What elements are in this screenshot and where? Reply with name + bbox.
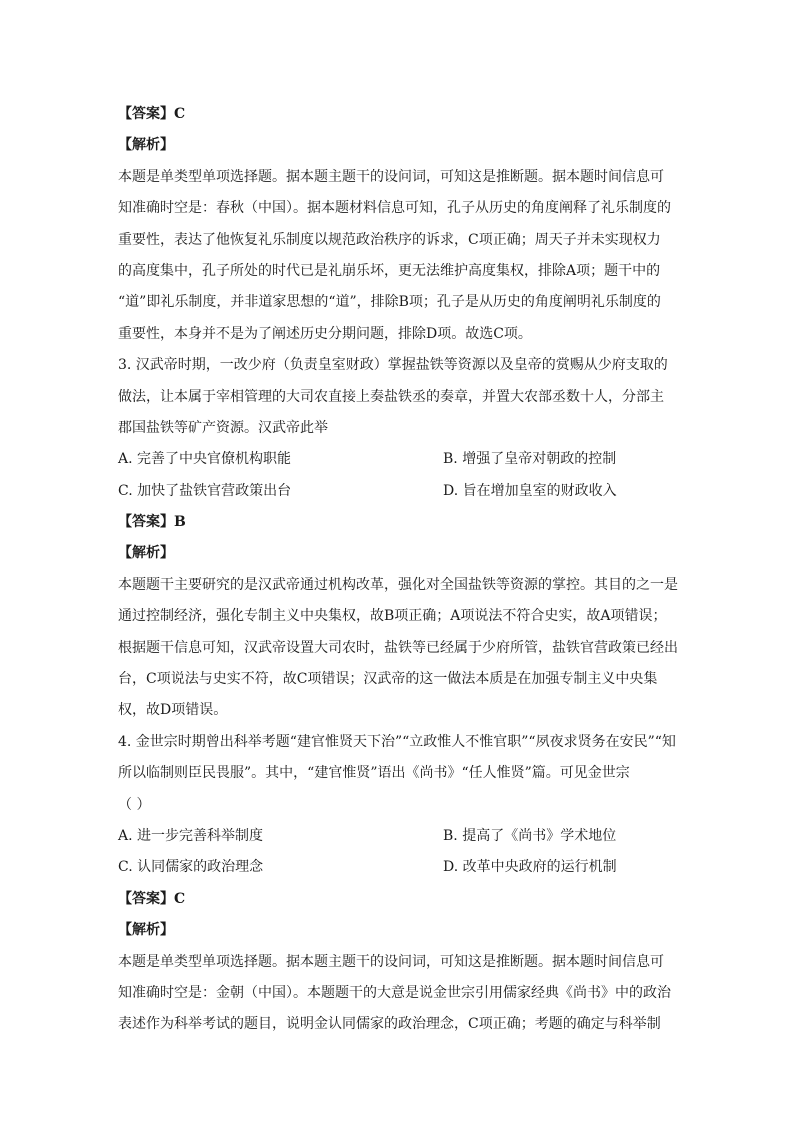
document-content bbox=[118, 99, 678, 1041]
analysis-text-line: 本题题干主要研究的是汉武帝通过机构改革，强化对全国盐铁等资源的掌控。其目的之一是 bbox=[118, 576, 678, 593]
option-c: C. 认同儒家的政治理念 bbox=[118, 859, 264, 876]
answer-label: 【答案】B bbox=[118, 514, 186, 531]
analysis-text-line: 根据题干信息可知，汉武帝设置大司农时，盐铁等已经属于少府所管，盐铁官营政策已经出 bbox=[118, 639, 678, 656]
answer-label: 【答案】C bbox=[118, 106, 186, 122]
analysis-text-line: 表述作为科举考试的题目，说明金认同儒家的政治理念，C项正确；考题的确定与科举制 bbox=[118, 1016, 661, 1033]
analysis-text-line: 本题是单类型单项选择题。据本题主题干的设问词，可知这是推断题。据本题时间信息可 bbox=[118, 168, 664, 185]
analysis-label: 【解析】 bbox=[118, 545, 174, 562]
analysis-text-line: 权，故D项错误。 bbox=[118, 702, 228, 719]
option-d: D. 改革中央政府的运行机制 bbox=[443, 859, 617, 876]
question-3-options-row bbox=[118, 476, 678, 507]
option-d: D. 旨在增加皇室的财政收入 bbox=[443, 482, 617, 499]
analysis-text-line: 台，C项说法与史实不符，故C项错误；汉武帝的这一做法本质是在加强专制主义中央集 bbox=[118, 671, 658, 688]
question-3-options-row bbox=[118, 444, 678, 475]
question-3-stem: 郡国盐铁等矿产资源。汉武帝此举 bbox=[118, 419, 328, 436]
answer-label: 【答案】C bbox=[118, 890, 186, 907]
option-a: A. 进一步完善科举制度 bbox=[118, 827, 264, 844]
option-c: C. 加快了盐铁官营政策出台 bbox=[118, 482, 292, 499]
analysis-text-line: 通过控制经济，强化专制主义中央集权，故B项正确；A项说法不符合史实，故A项错误； bbox=[118, 608, 667, 625]
analysis-label: 【解析】 bbox=[118, 922, 174, 939]
question-3-stem: 做法，让本属于宰相管理的大司农直接上奏盐铁丞的奏章，并置大农部丞数十人，分部主 bbox=[118, 388, 664, 405]
question-4-options-row bbox=[118, 852, 678, 883]
analysis-text-line: 知准确时空是：金朝（中国）。本题题干的大意是说金世宗引用儒家经典《尚书》中的政治 bbox=[118, 984, 671, 1001]
option-b: B. 提高了《尚书》学术地位 bbox=[443, 827, 617, 844]
analysis-text-line: 重要性，本身并不是为了阐述历史分期问题，排除D项。故选C项。 bbox=[118, 325, 532, 342]
analysis-text-line: 重要性，表达了他恢复礼乐制度以规范政治秩序的诉求，C项正确；周天子并未实现权力 bbox=[118, 231, 661, 248]
analysis-label: 【解析】 bbox=[118, 137, 174, 154]
analysis-text-line: 本题是单类型单项选择题。据本题主题干的设问词，可知这是推断题。据本题时间信息可 bbox=[118, 953, 664, 970]
analysis-text-line: “道”即礼乐制度，并非道家思想的“道”，排除B项；孔子是从历史的角度阐明礼乐制度的 bbox=[118, 294, 661, 311]
question-3-stem: 3. 汉武帝时期，一改少府（负责皇室财政）掌握盐铁等资源以及皇帝的赏赐从少府支取的 bbox=[118, 357, 668, 374]
option-b: B. 增强了皇帝对朝政的控制 bbox=[443, 451, 617, 468]
question-4-stem: 4. 金世宗时期曾出科举考题“建官惟贤天下治”“立政惟人不惟官职”“夙夜求贤务在安民”“知 bbox=[118, 733, 676, 750]
analysis-text-line: 的高度集中，孔子所处的时代已是礼崩乐坏，更无法维护高度集权，排除A项；题干中的 bbox=[118, 262, 661, 279]
option-a: A. 完善了中央官僚机构职能 bbox=[118, 451, 292, 468]
question-4-stem: 所以临制则臣民畏服”。其中，“建官惟贤”语出《尚书》“任人惟贤”篇。可见金世宗 bbox=[118, 765, 630, 782]
question-4-options-row bbox=[118, 821, 678, 852]
analysis-text-line: 知准确时空是：春秋（中国）。据本题材料信息可知，孔子从历史的角度阐释了礼乐制度的 bbox=[118, 200, 671, 217]
question-4-blank: （ ） bbox=[118, 796, 151, 813]
